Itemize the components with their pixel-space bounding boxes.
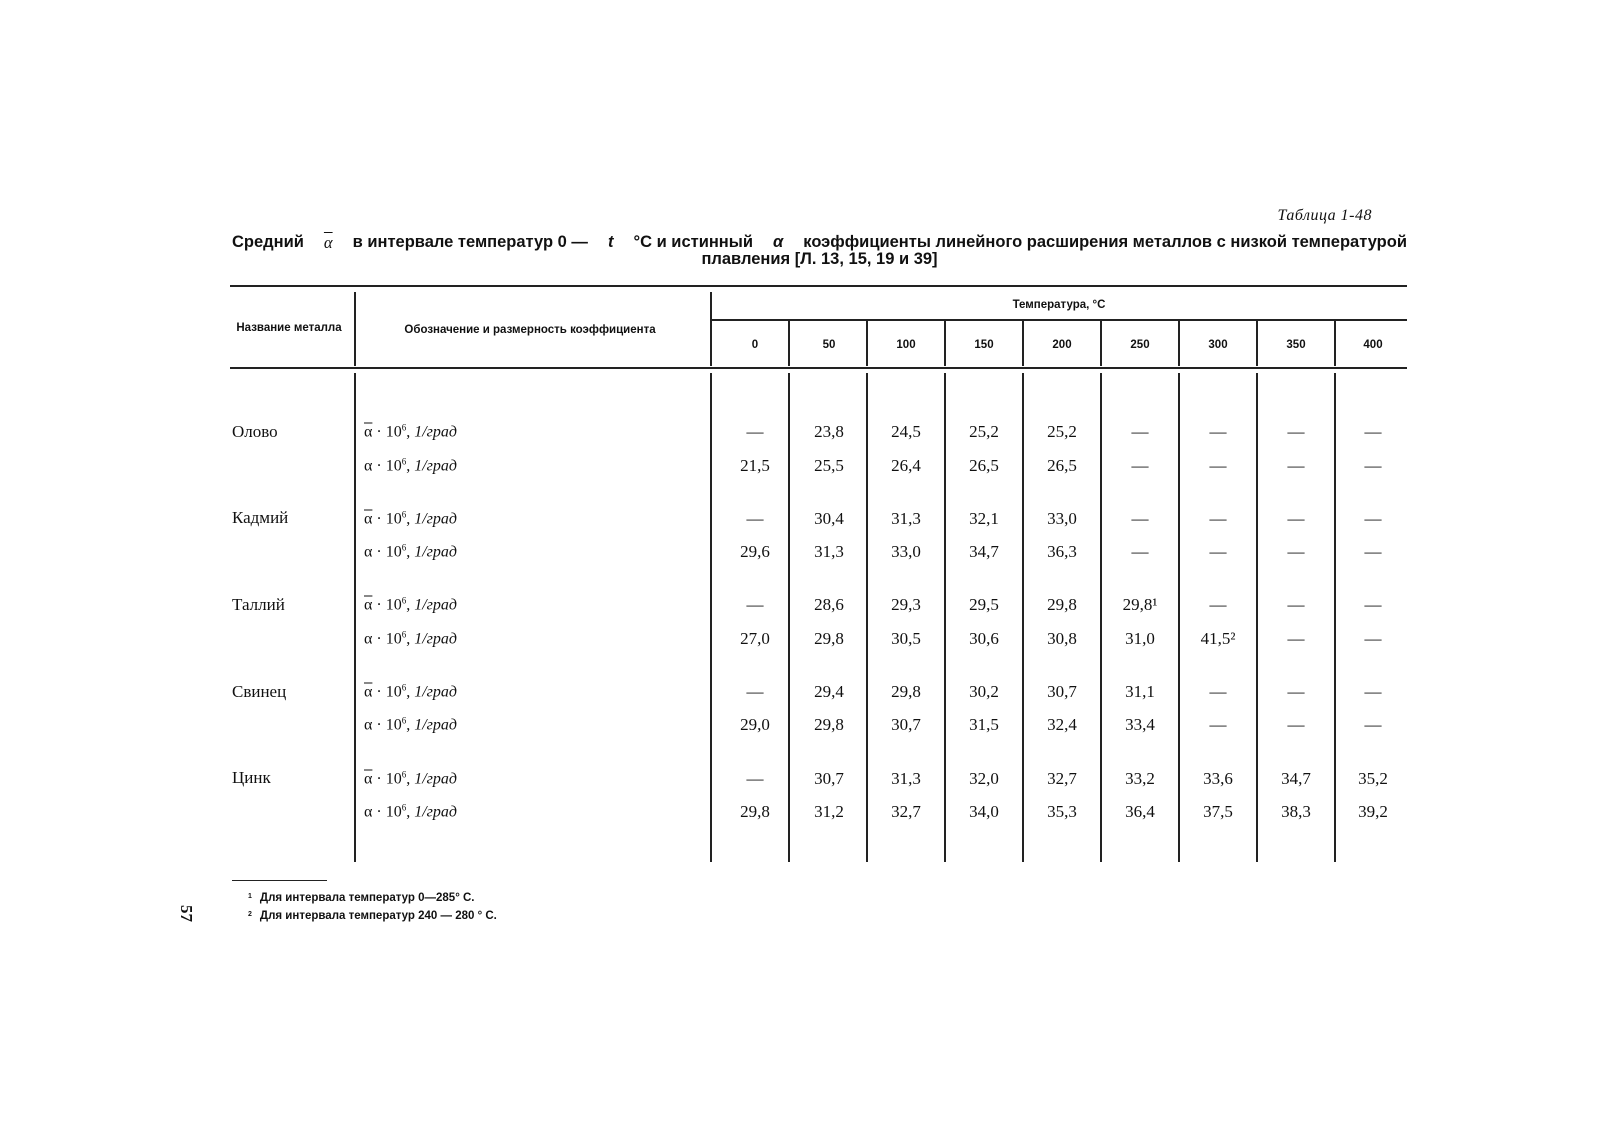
exponent: 6	[401, 422, 407, 433]
table-cell: 33,6	[1203, 769, 1233, 788]
table-cell: —	[1209, 509, 1227, 528]
table-cell: —	[1209, 595, 1227, 614]
multiplier: · 10	[372, 543, 402, 561]
table-cell: 31,1	[1125, 682, 1155, 701]
table-cell: —	[1209, 456, 1227, 475]
header-temp-150: 150	[974, 339, 994, 351]
table-cell: 39,2	[1358, 802, 1388, 821]
table-cell: 25,2	[1047, 422, 1077, 441]
table-cell: 31,3	[814, 542, 844, 561]
table-cell: 31,0	[1125, 629, 1155, 648]
table-cell: 36,4	[1125, 802, 1155, 821]
metal-name: Свинец	[232, 682, 287, 701]
footnote-1-text: Для интервала температур 0—285° С.	[259, 892, 475, 904]
header-temp-0: 0	[751, 339, 759, 351]
alpha-symbol: α	[364, 543, 373, 561]
table-cell: —	[1287, 422, 1305, 441]
coef-label-mean	[364, 683, 457, 702]
table-cell: 33,2	[1125, 769, 1155, 788]
separator: ,	[406, 803, 415, 821]
column-rule	[354, 373, 356, 862]
table-cell: 32,4	[1047, 715, 1077, 734]
caption-part2: °С и истинный	[633, 233, 754, 251]
footnote-rule	[232, 880, 327, 881]
table-cell: —	[1287, 542, 1305, 561]
table-cell: —	[1364, 629, 1382, 648]
table-cell: 34,0	[969, 802, 999, 821]
table-cell: 29,8	[1047, 595, 1077, 614]
header-bottom-rule	[230, 367, 1407, 369]
column-rule	[866, 373, 868, 862]
coef-label-true	[364, 803, 457, 822]
unit: 1/град	[414, 683, 457, 701]
table-cell: 29,8¹	[1122, 595, 1158, 614]
table-cell: 30,7	[891, 715, 921, 734]
caption-alpha-mean: $\overline{\alpha}$	[323, 233, 333, 252]
table-cell: 35,3	[1047, 802, 1077, 821]
table-cell: 31,3	[891, 509, 921, 528]
table-cell: —	[746, 769, 764, 788]
table-number: Таблица 1-48	[1277, 207, 1372, 224]
coef-label-mean	[364, 510, 457, 529]
header-temp-400: 400	[1363, 339, 1383, 351]
table-cell: —	[1287, 595, 1305, 614]
header-temp-100: 100	[896, 339, 916, 351]
separator: ,	[406, 457, 415, 475]
table-cell: —	[1287, 715, 1305, 734]
table-cell: 26,4	[891, 456, 921, 475]
header-temp-350: 350	[1286, 339, 1306, 351]
table-cell: 32,0	[969, 769, 999, 788]
table-cell: —	[1364, 595, 1382, 614]
unit: 1/град	[414, 596, 457, 614]
multiplier: · 10	[372, 630, 402, 648]
table-cell: 33,0	[1047, 509, 1077, 528]
table-cell: 27,0	[740, 629, 770, 648]
table-cell: 28,6	[814, 595, 844, 614]
column-rule	[944, 373, 946, 862]
header-temp-200: 200	[1052, 339, 1072, 351]
coef-label-true	[364, 543, 457, 562]
table-cell: 33,0	[891, 542, 921, 561]
separator: ,	[406, 543, 415, 561]
multiplier: · 10	[372, 716, 402, 734]
table-cell: 36,3	[1047, 542, 1077, 561]
alpha-symbol: α	[364, 716, 373, 734]
exponent: 6	[401, 682, 407, 693]
table-top-rule	[230, 285, 1407, 287]
table-cell: 31,2	[814, 802, 844, 821]
column-rule	[1100, 320, 1102, 366]
table-cell: —	[746, 595, 764, 614]
table-cell: 29,8	[740, 802, 770, 821]
table-cell: —	[746, 682, 764, 701]
table-cell: 32,1	[969, 509, 999, 528]
table-cell: 30,5	[891, 629, 921, 648]
unit: 1/град	[414, 423, 457, 441]
header-temperature: Температура, °С	[1012, 299, 1106, 311]
column-rule	[788, 320, 790, 366]
table-cell: —	[746, 422, 764, 441]
column-rule	[1256, 373, 1258, 862]
table-cell: 30,8	[1047, 629, 1077, 648]
table-cell: 34,7	[1281, 769, 1311, 788]
header-temp-50: 50	[822, 339, 836, 351]
footnote-2-text: Для интервала температур 240 — 280 ° С.	[259, 910, 497, 922]
table-cell: —	[1131, 542, 1149, 561]
table-cell: 30,7	[814, 769, 844, 788]
table-cell: 29,8	[814, 715, 844, 734]
separator: ,	[406, 423, 415, 441]
column-rule	[1022, 320, 1024, 366]
table-cell: —	[1287, 682, 1305, 701]
caption-t: t	[607, 233, 614, 251]
table-cell: —	[1287, 509, 1305, 528]
column-rule	[1256, 320, 1258, 366]
table-cell: 37,5	[1203, 802, 1233, 821]
unit: 1/град	[414, 457, 457, 475]
table-cell: 30,4	[814, 509, 844, 528]
alpha-symbol: α	[364, 630, 373, 648]
coef-label-true	[364, 457, 457, 476]
column-rule	[710, 373, 712, 862]
table-cell: 31,3	[891, 769, 921, 788]
table-cell: —	[1364, 456, 1382, 475]
table-cell: 23,8	[814, 422, 844, 441]
column-rule	[1334, 373, 1336, 862]
separator: ,	[406, 630, 415, 648]
caption-part3: коэффициенты линейного расширения металлов с низкой температурой	[803, 233, 1407, 251]
header-coef: Обозначение и размерность коэффициента	[404, 324, 656, 336]
separator: ,	[406, 770, 415, 788]
multiplier: · 10	[372, 457, 402, 475]
multiplier: · 10	[372, 683, 402, 701]
header-metal: Название металла	[236, 322, 342, 334]
column-rule	[944, 320, 946, 366]
table-cell: 30,6	[969, 629, 999, 648]
table-cell: 38,3	[1281, 802, 1311, 821]
unit: 1/град	[414, 543, 457, 561]
table-cell: 29,8	[814, 629, 844, 648]
caption-alpha: α	[773, 233, 784, 251]
column-rule	[788, 373, 790, 862]
column-rule	[1334, 320, 1336, 366]
alpha-symbol: $\overline{\alpha}$	[364, 683, 373, 701]
exponent: 6	[401, 769, 407, 780]
separator: ,	[406, 716, 415, 734]
column-rule	[866, 320, 868, 366]
table-cell: 29,3	[891, 595, 921, 614]
column-rule	[354, 292, 356, 366]
exponent: 6	[401, 629, 407, 640]
table-cell: —	[1364, 715, 1382, 734]
exponent: 6	[401, 715, 407, 726]
table-cell: —	[1131, 422, 1149, 441]
alpha-symbol: α	[364, 457, 373, 475]
caption-line2: плавления [Л. 13, 15, 19 и 39]	[701, 250, 938, 268]
table-cell: —	[1364, 682, 1382, 701]
coef-label-true	[364, 630, 457, 649]
column-rule	[710, 292, 712, 366]
table-cell: —	[1287, 629, 1305, 648]
alpha-symbol: $\overline{\alpha}$	[364, 770, 373, 788]
table-caption	[232, 234, 1407, 268]
metal-name: Кадмий	[232, 508, 289, 527]
multiplier: · 10	[372, 423, 402, 441]
alpha-symbol: $\overline{\alpha}$	[364, 596, 373, 614]
separator: ,	[406, 683, 415, 701]
column-rule	[1100, 373, 1102, 862]
table-cell: 30,2	[969, 682, 999, 701]
table-cell: 34,7	[969, 542, 999, 561]
metal-name: Олово	[232, 422, 278, 441]
table-cell: 30,7	[1047, 682, 1077, 701]
table-cell: 29,4	[814, 682, 844, 701]
table-cell: 29,8	[891, 682, 921, 701]
table-cell: —	[1209, 542, 1227, 561]
footnote-2-mark: 2	[248, 911, 252, 918]
footnote-2	[248, 910, 497, 922]
coef-label-true	[364, 716, 457, 735]
table-cell: 25,5	[814, 456, 844, 475]
footnote-1-mark: 1	[248, 893, 252, 900]
table-cell: 35,2	[1358, 769, 1388, 788]
caption-part1: в интервале температур 0 —	[352, 233, 588, 251]
coef-label-mean	[364, 596, 457, 615]
exponent: 6	[401, 595, 407, 606]
caption-prefix: Средний	[232, 233, 304, 251]
table-cell: —	[1209, 422, 1227, 441]
table-cell: —	[1131, 456, 1149, 475]
column-rule	[1178, 320, 1180, 366]
alpha-symbol: $\overline{\alpha}$	[364, 510, 373, 528]
temperature-rule	[711, 319, 1407, 321]
unit: 1/град	[414, 770, 457, 788]
separator: ,	[406, 510, 415, 528]
unit: 1/град	[414, 716, 457, 734]
table-cell: 31,5	[969, 715, 999, 734]
table-cell: 26,5	[969, 456, 999, 475]
unit: 1/град	[414, 510, 457, 528]
table-cell: —	[1209, 715, 1227, 734]
page-number: 57	[177, 905, 196, 922]
table-cell: 21,5	[740, 456, 770, 475]
separator: ,	[406, 596, 415, 614]
table-cell: 32,7	[891, 802, 921, 821]
multiplier: · 10	[372, 803, 402, 821]
footnote-1	[248, 892, 475, 904]
coef-label-mean	[364, 423, 457, 442]
multiplier: · 10	[372, 596, 402, 614]
exponent: 6	[401, 802, 407, 813]
table-cell: 41,5²	[1200, 629, 1236, 648]
header-temp-300: 300	[1208, 339, 1228, 351]
table-cell: 32,7	[1047, 769, 1077, 788]
table-cell: 26,5	[1047, 456, 1077, 475]
alpha-symbol: α	[364, 803, 373, 821]
table-cell: 29,0	[740, 715, 770, 734]
exponent: 6	[401, 542, 407, 553]
table-cell: —	[1364, 509, 1382, 528]
multiplier: · 10	[372, 510, 402, 528]
unit: 1/град	[414, 803, 457, 821]
header-temp-250: 250	[1130, 339, 1150, 351]
table-cell: 33,4	[1125, 715, 1155, 734]
table-cell: 29,6	[740, 542, 770, 561]
table-cell: —	[746, 509, 764, 528]
coef-label-mean	[364, 770, 457, 789]
table-cell: 25,2	[969, 422, 999, 441]
table-cell: —	[1209, 682, 1227, 701]
table-cell: —	[1364, 422, 1382, 441]
column-rule	[1178, 373, 1180, 862]
exponent: 6	[401, 509, 407, 520]
table-cell: —	[1364, 542, 1382, 561]
table-cell: —	[1287, 456, 1305, 475]
multiplier: · 10	[372, 770, 402, 788]
unit: 1/град	[414, 630, 457, 648]
exponent: 6	[401, 456, 407, 467]
metal-name: Таллий	[232, 595, 285, 614]
alpha-symbol: $\overline{\alpha}$	[364, 423, 373, 441]
table-cell: 29,5	[969, 595, 999, 614]
column-rule	[1022, 373, 1024, 862]
metal-name: Цинк	[232, 768, 271, 787]
table-cell: —	[1131, 509, 1149, 528]
table-cell: 24,5	[891, 422, 921, 441]
